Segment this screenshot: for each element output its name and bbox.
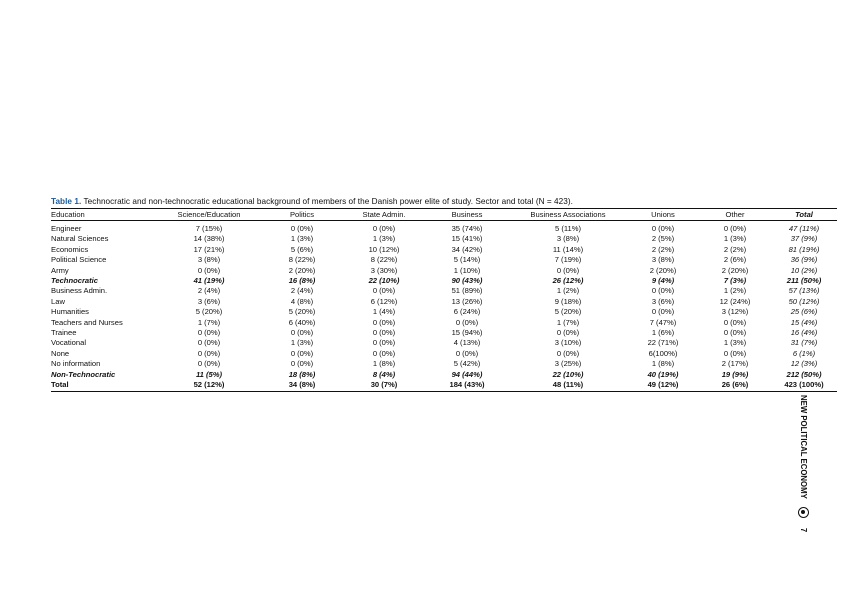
table-cell: 12 (3%) <box>790 359 818 369</box>
education-table <box>51 208 837 392</box>
table-cell: 26 (6%) <box>699 380 771 391</box>
header-row <box>51 209 837 221</box>
table-row <box>51 245 837 255</box>
page-number: 7 <box>799 527 808 533</box>
table-cell: 212 (50%) <box>786 369 822 379</box>
table-cell: 11 (14%) <box>552 244 584 254</box>
table-cell: 1 (2%) <box>556 286 580 296</box>
row-label: Army <box>51 265 69 275</box>
table-cell: 0 (0%) <box>651 224 675 233</box>
table-cell: 4 (13%) <box>453 338 481 348</box>
table-cell: 2 (20%) <box>649 265 677 275</box>
table-cell: 0 (0%) <box>556 265 580 275</box>
table-cell: 0 (0%) <box>290 224 314 233</box>
table-cell: 4 (8%) <box>290 296 314 306</box>
table-cell: 2 (17%) <box>721 359 749 369</box>
table-cell: 22 (10%) <box>368 276 400 286</box>
table-cell: 5 (14%) <box>453 255 481 265</box>
table-cell: 15 (41%) <box>451 234 483 244</box>
table-label: Table 1. <box>51 197 82 206</box>
row-label: Humanities <box>51 307 89 317</box>
table-cell: 0 (0%) <box>723 328 747 338</box>
table-cell: 50 (12%) <box>788 296 820 306</box>
table-row <box>51 338 837 348</box>
journal-sidebar <box>797 395 821 545</box>
column-header: Business <box>425 209 509 221</box>
table-cell: 40 (19%) <box>647 369 679 379</box>
row-label: Business Admin. <box>51 286 108 296</box>
table-cell: 1 (10%) <box>453 265 481 275</box>
row-label: No information <box>51 359 101 369</box>
table-row <box>51 255 837 265</box>
table-row <box>51 286 837 296</box>
table-cell: 0 (0%) <box>556 328 580 338</box>
row-label: Total <box>51 380 157 391</box>
table-cell: 5 (42%) <box>453 359 481 369</box>
table-cell: 26 (12%) <box>552 276 584 286</box>
column-header: Other <box>699 209 771 221</box>
table-cell: 10 (12%) <box>368 244 400 254</box>
table-row <box>51 307 837 317</box>
column-header: Unions <box>627 209 699 221</box>
table-cell: 1 (3%) <box>723 338 747 348</box>
table-cell: 3 (8%) <box>651 255 675 265</box>
row-label: Technocratic <box>51 276 98 286</box>
table-cell: 0 (0%) <box>723 348 747 358</box>
table-cell: 12 (24%) <box>719 296 751 306</box>
row-label: Non-Technocratic <box>51 369 116 379</box>
table-cell: 0 (0%) <box>455 317 479 327</box>
journal-logo-icon <box>798 507 809 518</box>
table-cell: 13 (26%) <box>451 296 483 306</box>
table-row <box>51 276 837 286</box>
table-cell: 184 (43%) <box>425 380 509 391</box>
table-cell: 9 (4%) <box>651 276 675 286</box>
table-cell: 0 (0%) <box>197 338 221 348</box>
table-cell: 1 (3%) <box>723 234 747 244</box>
table-cell: 81 (19%) <box>788 244 820 254</box>
table-cell: 90 (43%) <box>451 276 483 286</box>
table-cell: 30 (7%) <box>343 380 425 391</box>
table-cell: 0 (0%) <box>556 348 580 358</box>
table-cell: 31 (7%) <box>790 338 818 348</box>
table-cell: 5 (20%) <box>288 307 316 317</box>
table-cell: 1 (7%) <box>197 317 221 327</box>
table-body <box>51 221 837 392</box>
table-cell: 8 (22%) <box>370 255 398 265</box>
table-cell: 25 (6%) <box>790 307 818 317</box>
table-cell: 2 (2%) <box>723 244 747 254</box>
table-cell: 7 (47%) <box>649 317 677 327</box>
row-label: Vocational <box>51 338 87 348</box>
table-cell: 5 (20%) <box>554 307 582 317</box>
table-cell: 57 (13%) <box>788 286 820 296</box>
row-label: Economics <box>51 244 89 254</box>
table-cell: 2 (20%) <box>721 265 749 275</box>
row-label: Teachers and Nurses <box>51 317 123 327</box>
journal-name: NEW POLITICAL ECONOMY <box>799 395 808 499</box>
table-cell: 16 (8%) <box>288 276 316 286</box>
column-header: State Admin. <box>343 209 425 221</box>
table-row <box>51 328 837 338</box>
row-label: None <box>51 348 70 358</box>
table-row <box>51 266 837 276</box>
table-cell: 6 (40%) <box>288 317 316 327</box>
table-cell: 1 (3%) <box>372 234 396 244</box>
table-cell: 6(100%) <box>648 348 678 358</box>
sidebar-text <box>798 395 809 532</box>
table-row <box>51 318 837 328</box>
table-cell: 0 (0%) <box>290 359 314 369</box>
table-cell: 0 (0%) <box>723 224 747 233</box>
table-cell: 17 (21%) <box>193 244 225 254</box>
table-cell: 2 (4%) <box>197 286 221 296</box>
table-header <box>51 209 837 221</box>
table-cell: 19 (9%) <box>721 369 749 379</box>
table-cell: 7 (15%) <box>195 224 223 233</box>
column-header: Science/Education <box>157 209 261 221</box>
table-cell: 6 (1%) <box>792 348 816 358</box>
table-cell: 3 (10%) <box>554 338 582 348</box>
row-label: Natural Sciences <box>51 234 109 244</box>
column-header: Total <box>771 209 837 221</box>
table-cell: 0 (0%) <box>197 348 221 358</box>
table-cell: 2 (4%) <box>290 286 314 296</box>
table-row <box>51 370 837 380</box>
table-cell: 7 (19%) <box>554 255 582 265</box>
table-cell: 1 (3%) <box>290 234 314 244</box>
table-cell: 0 (0%) <box>197 328 221 338</box>
table-cell: 94 (44%) <box>451 369 483 379</box>
table-cell: 1 (3%) <box>290 338 314 348</box>
table-cell: 0 (0%) <box>290 328 314 338</box>
table-cell: 3 (25%) <box>554 359 582 369</box>
table-cell: 211 (50%) <box>786 276 822 286</box>
table-cell: 423 (100%) <box>771 380 837 391</box>
table-cell: 2 (20%) <box>288 265 316 275</box>
table-cell: 11 (5%) <box>195 369 223 379</box>
table-cell: 22 (10%) <box>552 369 584 379</box>
table-cell: 2 (5%) <box>651 234 675 244</box>
table-cell: 1 (6%) <box>651 328 675 338</box>
table-cell: 36 (9%) <box>790 255 818 265</box>
table-cell: 35 (74%) <box>451 224 483 233</box>
table-cell: 41 (19%) <box>193 276 225 286</box>
table-cell: 5 (20%) <box>195 307 223 317</box>
column-header: Education <box>51 209 157 221</box>
row-label: Law <box>51 296 65 306</box>
table-cell: 3 (6%) <box>197 296 221 306</box>
table-cell: 34 (42%) <box>451 244 483 254</box>
column-header: Business Associations <box>509 209 627 221</box>
table-cell: 0 (0%) <box>290 348 314 358</box>
table-cell: 1 (2%) <box>723 286 747 296</box>
table-cell: 15 (94%) <box>451 328 483 338</box>
table-cell: 8 (4%) <box>372 369 396 379</box>
table-cell: 8 (22%) <box>288 255 316 265</box>
table-cell: 49 (12%) <box>627 380 699 391</box>
table-cell: 22 (71%) <box>647 338 679 348</box>
row-label: Political Science <box>51 255 107 265</box>
table-caption <box>51 197 791 206</box>
table-cell: 0 (0%) <box>197 359 221 369</box>
table-cell: 0 (0%) <box>651 286 675 296</box>
table-cell: 1 (8%) <box>372 359 396 369</box>
column-header: Politics <box>261 209 343 221</box>
table-cell: 3 (6%) <box>651 296 675 306</box>
table-row <box>51 221 837 235</box>
table-caption-text: Technocratic and non-technocratic educational background of members of the Danish power elite of study. Sector and total (N = 423). <box>81 197 573 206</box>
table-cell: 0 (0%) <box>372 317 396 327</box>
table-cell: 0 (0%) <box>372 286 396 296</box>
table-cell: 7 (3%) <box>723 276 747 286</box>
table-row <box>51 359 837 369</box>
table-cell: 3 (30%) <box>370 265 398 275</box>
table-cell: 1 (4%) <box>372 307 396 317</box>
table-cell: 52 (12%) <box>157 380 261 391</box>
table-cell: 18 (8%) <box>288 369 316 379</box>
table-cell: 0 (0%) <box>455 348 479 358</box>
table-cell: 5 (11%) <box>554 224 582 233</box>
table-cell: 51 (89%) <box>451 286 483 296</box>
table-cell: 6 (12%) <box>370 296 398 306</box>
table-cell: 0 (0%) <box>372 338 396 348</box>
table-cell: 0 (0%) <box>372 224 396 233</box>
table-cell: 0 (0%) <box>651 307 675 317</box>
table-cell: 34 (8%) <box>261 380 343 391</box>
table-cell: 5 (6%) <box>290 244 314 254</box>
table-cell: 48 (11%) <box>509 380 627 391</box>
table-cell: 3 (12%) <box>721 307 749 317</box>
table-row <box>51 234 837 244</box>
row-label: Trainee <box>51 328 77 338</box>
table-row <box>51 349 837 359</box>
table-cell: 6 (24%) <box>453 307 481 317</box>
table-cell: 2 (6%) <box>723 255 747 265</box>
table-cell: 10 (2%) <box>790 265 818 275</box>
table-cell: 14 (38%) <box>193 234 225 244</box>
table-cell: 1 (7%) <box>556 317 580 327</box>
table-row <box>51 297 837 307</box>
table-cell: 0 (0%) <box>197 265 221 275</box>
table-cell: 3 (8%) <box>556 234 580 244</box>
table-cell: 0 (0%) <box>372 328 396 338</box>
table-cell: 15 (4%) <box>790 317 818 327</box>
table-cell: 9 (18%) <box>554 296 582 306</box>
table-cell: 2 (2%) <box>651 244 675 254</box>
table-cell: 3 (8%) <box>197 255 221 265</box>
table-cell: 16 (4%) <box>790 328 818 338</box>
table-cell: 47 (11%) <box>788 224 820 233</box>
table-cell: 37 (9%) <box>790 234 818 244</box>
table-cell: 0 (0%) <box>372 348 396 358</box>
table-cell: 1 (8%) <box>651 359 675 369</box>
row-label: Engineer <box>51 224 82 233</box>
table-row <box>51 380 837 391</box>
table-cell: 0 (0%) <box>723 317 747 327</box>
